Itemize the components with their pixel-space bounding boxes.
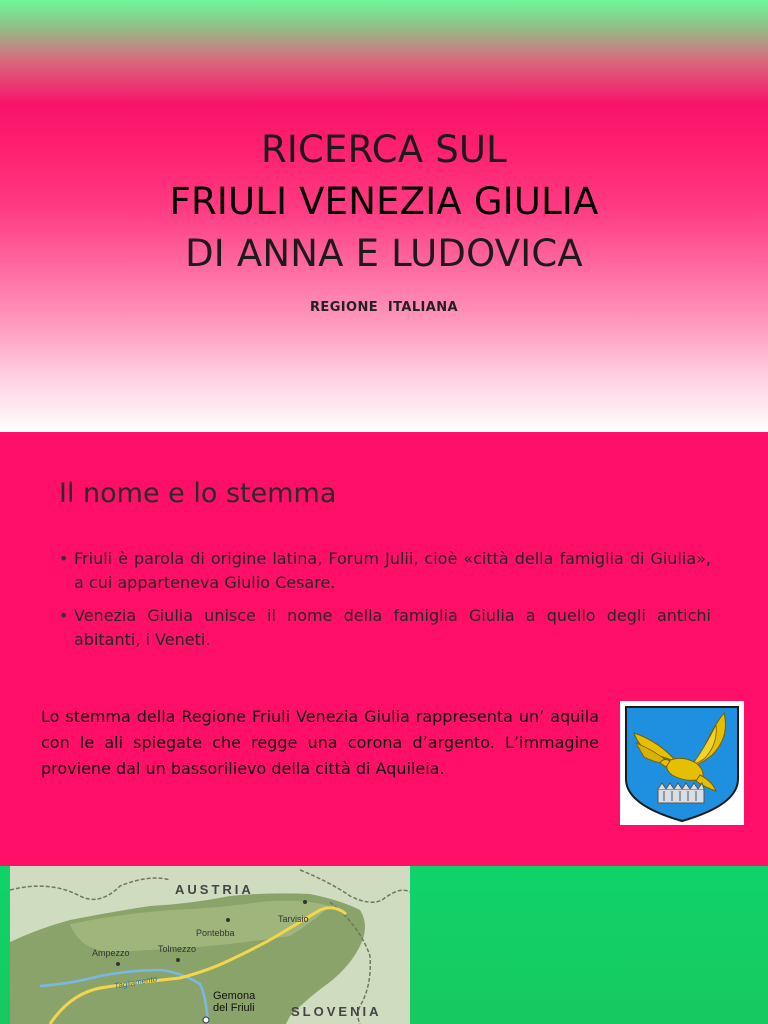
subtitle: REGIONE ITALIANA	[310, 300, 458, 315]
bullet-text: Venezia Giulia unisce il nome della famiglia Giulia a quello degli antichi abitanti, i Veneti.	[74, 606, 711, 649]
bullet-list	[59, 547, 711, 661]
title-slide	[0, 0, 768, 432]
region-map	[10, 866, 410, 1024]
title-line-3: DI ANNA E LUDOVICA	[185, 232, 583, 275]
map-label-austria: AUSTRIA	[175, 882, 254, 897]
title-line-1: RICERCA SUL	[261, 128, 507, 171]
map-label-tolmezzo: Tolmezzo	[158, 944, 197, 954]
title-line-2: FRIULI VENEZIA GIULIA	[169, 180, 599, 223]
slide-heading: Il nome e lo stemma	[59, 478, 337, 509]
coat-of-arms-eagle-icon	[620, 701, 744, 825]
map-label-gemona	[213, 990, 255, 1014]
map-label-ampezzo: Ampezzo	[92, 948, 130, 958]
bullet-text: Friuli è parola di origine latina, Forum Julii, cioè «città della famiglia di Giulia», a cui apparteneva Giulio Cesare.	[74, 549, 711, 592]
map-label-pontebba: Pontebba	[196, 928, 235, 938]
map-label-gemona-line1: Gemona	[213, 990, 256, 1002]
bullet-dot-icon: •	[59, 606, 69, 625]
map-label-tarvisio: Tarvisio	[278, 914, 309, 924]
coat-of-arms-description: Lo stemma della Regione Friuli Venezia Giulia rappresenta un’ aquila con le ali spiegate che regge una corona d’argento. L’immagine proviene dal un bassorilievo della città di Aquileia.	[41, 707, 599, 778]
map-label-tagliamento: Tagliamento	[113, 974, 158, 991]
map-slide	[0, 866, 768, 1024]
bullet-item	[59, 547, 711, 595]
name-and-coat-slide	[0, 432, 768, 866]
bullet-item	[59, 604, 711, 652]
map-label-gemona-line2: del Friuli	[213, 1002, 255, 1014]
map-label-slovenia: SLOVENIA	[291, 1004, 382, 1019]
bullet-dot-icon: •	[59, 549, 69, 568]
